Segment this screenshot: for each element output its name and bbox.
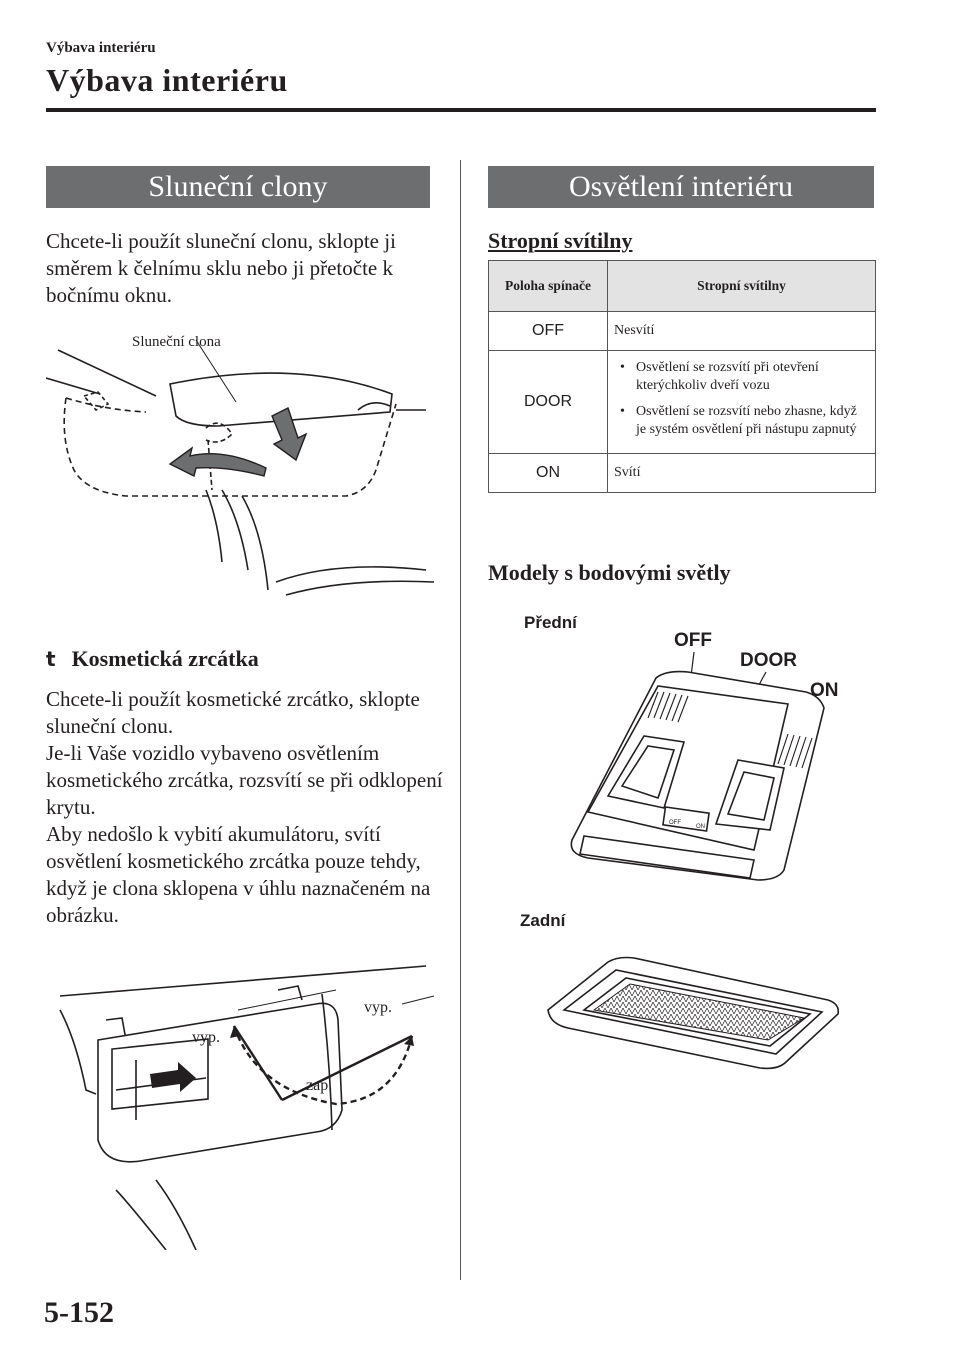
section-marker: t xyxy=(46,647,56,671)
list-item: • Osvětlení se rozsvítí při otevření kterýchkoliv dveří vozu xyxy=(614,359,869,395)
vanity-mirror-title: Kosmetická zrcátka xyxy=(71,646,259,671)
table-cell-position: DOOR xyxy=(489,351,608,454)
sun-visor-illustration xyxy=(46,320,440,610)
vanity-mirror-heading xyxy=(46,646,259,672)
page-number: 5-152 xyxy=(44,1296,114,1329)
table-cell-description xyxy=(608,351,876,454)
section-banner-interior-lights: Osvětlení interiéru xyxy=(488,166,874,208)
vyp-label-right: vyp. xyxy=(364,999,392,1016)
table-cell-description: Svítí xyxy=(608,454,876,493)
ceiling-lights-table xyxy=(488,260,876,493)
vanity-mirror-illustration xyxy=(46,960,446,1250)
zap-label: zap. xyxy=(306,1077,333,1094)
switch-off-mark: OFF xyxy=(669,820,681,826)
vyp-label-left: vyp. xyxy=(192,1029,220,1046)
door-label: DOOR xyxy=(740,650,797,671)
title-rule xyxy=(46,108,876,112)
front-label: Přední xyxy=(524,613,577,632)
table-header-position: Poloha spínače xyxy=(489,261,608,312)
column-divider xyxy=(460,160,461,1280)
ceiling-lights-illustration xyxy=(488,600,876,1160)
table-row xyxy=(489,454,876,493)
breadcrumb: Výbava interiéru xyxy=(46,40,156,56)
table-header-row xyxy=(489,261,876,312)
spotlight-models-heading: Modely s bodovými světly xyxy=(488,560,731,585)
table-cell-position: OFF xyxy=(489,312,608,351)
page-title: Výbava interiéru xyxy=(46,62,288,98)
table-row xyxy=(489,351,876,454)
section-banner-sun-visors: Sluneční clony xyxy=(46,166,430,208)
table-cell-position: ON xyxy=(489,454,608,493)
list-item: • Osvětlení se rozsvítí nebo zhasne, když je systém osvětlení při nástupu zapnutý xyxy=(614,403,869,439)
vanity-mirror-paragraph: Chcete-li použít kosmetické zrcátko, sklopte sluneční clonu. Je-li Vaše vozidlo vybaveno osvětlením kosmetického zrcátka, rozsvítí se při odklopení krytu. Aby nedošlo k vybití akumulátoru, svítí osvětlení kosmetického zrcátka pouze tehdy, když je clona sklopena v úhlu naznačeném na obrázku. xyxy=(46,687,443,927)
table-cell-description: Nesvítí xyxy=(608,312,876,351)
on-label: ON xyxy=(810,680,839,701)
off-label: OFF xyxy=(674,630,712,651)
ceiling-lights-subtitle: Stropní svítilny xyxy=(488,228,633,253)
table-row xyxy=(489,312,876,351)
rear-label: Zadní xyxy=(520,911,566,930)
table-header-lights: Stropní svítilny xyxy=(608,261,876,312)
sun-visor-paragraph: Chcete-li použít sluneční clonu, sklopte ji směrem k čelnímu sklu nebo ji přetočte k bočnímu oknu. xyxy=(46,229,396,307)
switch-on-mark: ON xyxy=(696,824,705,830)
sun-visor-label: Sluneční clona xyxy=(132,334,221,350)
